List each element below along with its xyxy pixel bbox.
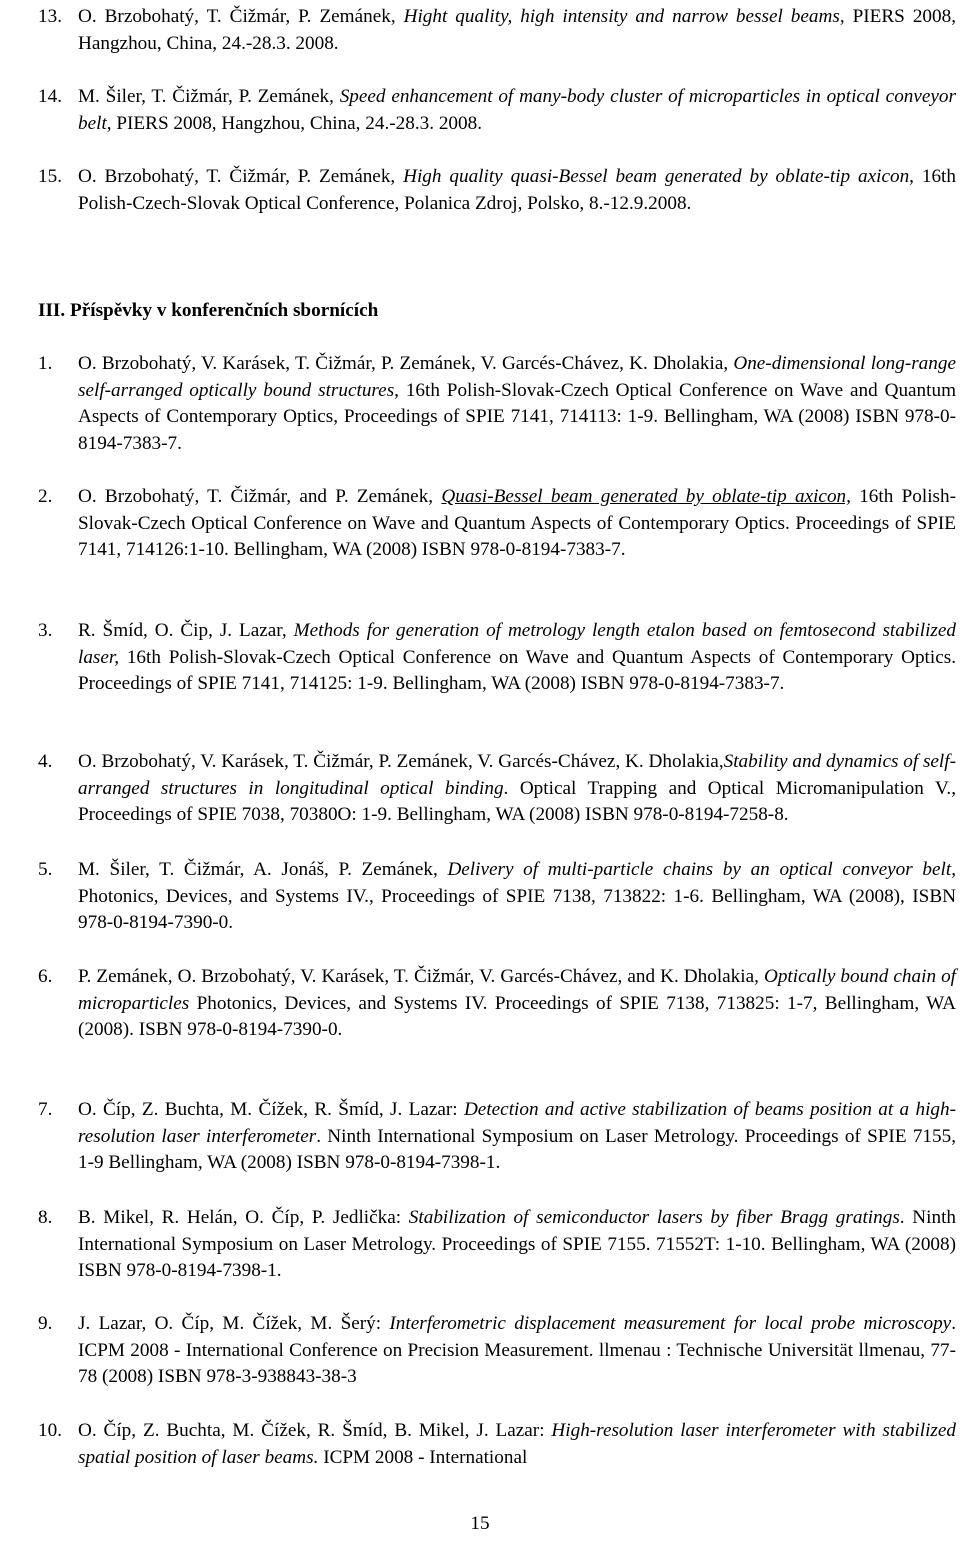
reference-entry-10 bbox=[38, 1418, 956, 1471]
entry-title: Detection and active stabilization of beams position at a high-resolution laser interferometer bbox=[78, 1099, 956, 1147]
entry-title: Delivery of multi-particle chains by an optical conveyor belt, bbox=[447, 859, 956, 880]
entry-number: 3. bbox=[38, 620, 53, 641]
entry-details: , 16th Polish-Czech-Slovak Optical Conference, Polanica Zdroj, Polsko, 8.-12.9.2008. bbox=[78, 166, 956, 214]
entry-number: 4. bbox=[38, 751, 53, 772]
entry-title: Interferometric displacement measurement for local probe microscopy bbox=[389, 1313, 952, 1334]
entry-authors: P. Zemánek, O. Brzobohatý, V. Karásek, T. Čižmár, V. Garcés-Chávez, and K. Dholakia, bbox=[78, 966, 764, 987]
entry-authors: J. Lazar, O. Číp, M. Čížek, M. Šerý: bbox=[78, 1313, 390, 1334]
reference-entry-15 bbox=[38, 164, 956, 217]
entry-title: Speed enhancement of many-body cluster of microparticles in optical conveyor belt bbox=[78, 86, 956, 134]
entry-authors: R. Šmíd, O. Čip, J. Lazar, bbox=[78, 620, 294, 641]
entry-authors: M. Šiler, T. Čižmár, A. Jonáš, P. Zemánek, bbox=[78, 859, 448, 880]
entry-number: 14. bbox=[38, 86, 62, 107]
reference-entry-3 bbox=[38, 618, 956, 698]
entry-details: . Ninth International Symposium on Laser Metrology. Proceedings of SPIE 7155, 1-9 Bellingham, WA (2008) ISBN 978-0-8194-7398-1. bbox=[78, 1125, 957, 1174]
entry-title: High-resolution laser interferometer with stabilized spatial position of laser beams. bbox=[78, 1420, 956, 1468]
page-number: 15 bbox=[470, 1513, 490, 1534]
entry-number: 5. bbox=[38, 859, 53, 880]
entry-title: One-dimensional long-range self-arranged optically bound structures bbox=[78, 353, 956, 401]
entry-title: Stability and dynamics of self-arranged structures in longitudinal optical binding bbox=[78, 751, 956, 799]
entry-authors: O. Číp, Z. Buchta, M. Čížek, R. Šmíd, B. Mikel, J. Lazar: bbox=[78, 1420, 552, 1441]
entry-details: 16th Polish-Slovak-Czech Optical Conference on Wave and Quantum Aspects of Contemporary Optics. Proceedings of SPIE 7141, 714126:1-10. Bellingham, WA (2008) ISBN 978-0-8194-7383-7. bbox=[78, 486, 956, 561]
reference-entry-8 bbox=[38, 1205, 956, 1285]
entry-title: High quality quasi-Bessel beam generated by oblate-tip axicon bbox=[403, 166, 910, 187]
entry-details: 16th Polish-Slovak-Czech Optical Conference on Wave and Quantum Aspects of Contemporary Optics. Proceedings of SPIE 7141, 714125: 1-9. Bellingham, WA (2008) ISBN 978-0-8194-7383-7. bbox=[78, 646, 956, 695]
entry-number: 15. bbox=[38, 166, 62, 187]
entry-details: . ICPM 2008 - International Conference on Precision Measurement. llmenau : Technische Universität llmenau, 77-78 (2008) ISBN 978-3-938843-38-3 bbox=[78, 1313, 956, 1388]
entry-authors: O. Brzobohatý, V. Karásek, T. Čižmár, P. Zemánek, V. Garcés-Chávez, K. Dholakia, bbox=[78, 353, 734, 374]
entry-number: 2. bbox=[38, 486, 53, 507]
entry-title: Optically bound chain of microparticles bbox=[78, 966, 956, 1014]
entry-authors: O. Brzobohatý, T. Čižmár, P. Zemánek, bbox=[78, 166, 404, 187]
entry-authors: O. Brzobohatý, V. Karásek, T. Čižmár, P. Zemánek, V. Garcés-Chávez, K. Dholakia, bbox=[78, 751, 724, 772]
entry-title: Quasi-Bessel beam generated by oblate-tip axicon, bbox=[441, 486, 851, 507]
entry-details: , 16th Polish-Slovak-Czech Optical Conference on Wave and Quantum Aspects of Contemporary Optics, Proceedings of SPIE 7141, 714113: 1-9. Bellingham, WA (2008) ISBN 978-0-8194-7383-7. bbox=[78, 379, 956, 454]
reference-entry-1 bbox=[38, 351, 956, 457]
reference-entry-7 bbox=[38, 1097, 956, 1177]
entry-number: 9. bbox=[38, 1313, 53, 1334]
entry-details: , PIERS 2008, Hangzhou, China, 24.-28.3. 2008. bbox=[106, 112, 482, 134]
entry-number: 7. bbox=[38, 1099, 53, 1120]
reference-entry-4 bbox=[38, 749, 956, 829]
reference-entry-6 bbox=[38, 964, 956, 1044]
reference-entry-13 bbox=[38, 4, 956, 57]
entry-title: Stabilization of semiconductor lasers by fiber Bragg gratings bbox=[408, 1207, 900, 1228]
entry-number: 10. bbox=[38, 1420, 62, 1441]
entry-authors: O. Číp, Z. Buchta, M. Čížek, R. Šmíd, J. Lazar: bbox=[78, 1099, 464, 1120]
reference-entry-5 bbox=[38, 857, 956, 937]
entry-title: Methods for generation of metrology length etalon based on femtosecond stabilized laser, bbox=[78, 620, 956, 668]
entry-details: Photonics, Devices, and Systems IV. Proceedings of SPIE 7138, 713825: 1-7, Bellingham, WA (2008). ISBN 978-0-8194-7390-0. bbox=[78, 992, 956, 1041]
reference-entry-14 bbox=[38, 84, 956, 137]
reference-entry-2 bbox=[38, 484, 956, 564]
entry-details: . Ninth International Symposium on Laser Metrology. Proceedings of SPIE 7155. 71552T: 1-10. Bellingham, WA (2008) ISBN 978-0-8194-7398-1. bbox=[78, 1207, 956, 1282]
entry-number: 13. bbox=[38, 6, 62, 27]
entry-authors: B. Mikel, R. Helán, O. Číp, P. Jedlička: bbox=[78, 1207, 409, 1228]
entry-details: , PIERS 2008, Hangzhou, China, 24.-28.3. 2008. bbox=[78, 6, 956, 54]
entry-authors: M. Šiler, T. Čižmár, P. Zemánek, bbox=[78, 86, 340, 107]
entry-details: . Optical Trapping and Optical Micromanipulation V., Proceedings of SPIE 7038, 70380O: 1-9. Bellingham, WA (2008) ISBN 978-0-8194-7258-8. bbox=[78, 777, 956, 826]
entry-title: Hight quality, high intensity and narrow bessel beams bbox=[403, 6, 840, 27]
entry-details: ICPM 2008 - International bbox=[318, 1446, 528, 1468]
reference-entry-9 bbox=[38, 1311, 956, 1391]
entry-number: 6. bbox=[38, 966, 53, 987]
entry-number: 1. bbox=[38, 353, 53, 374]
section-heading: III. Příspěvky v konferenčních sbornících bbox=[38, 300, 379, 321]
entry-authors: O. Brzobohatý, T. Čižmár, and P. Zemánek, bbox=[78, 486, 442, 507]
entry-number: 8. bbox=[38, 1207, 53, 1228]
entry-authors: O. Brzobohatý, T. Čižmár, P. Zemánek, bbox=[78, 6, 404, 27]
entry-details: Photonics, Devices, and Systems IV., Proceedings of SPIE 7138, 713822: 1-6. Bellingham, WA (2008), ISBN 978-0-8194-7390-0. bbox=[78, 885, 956, 934]
